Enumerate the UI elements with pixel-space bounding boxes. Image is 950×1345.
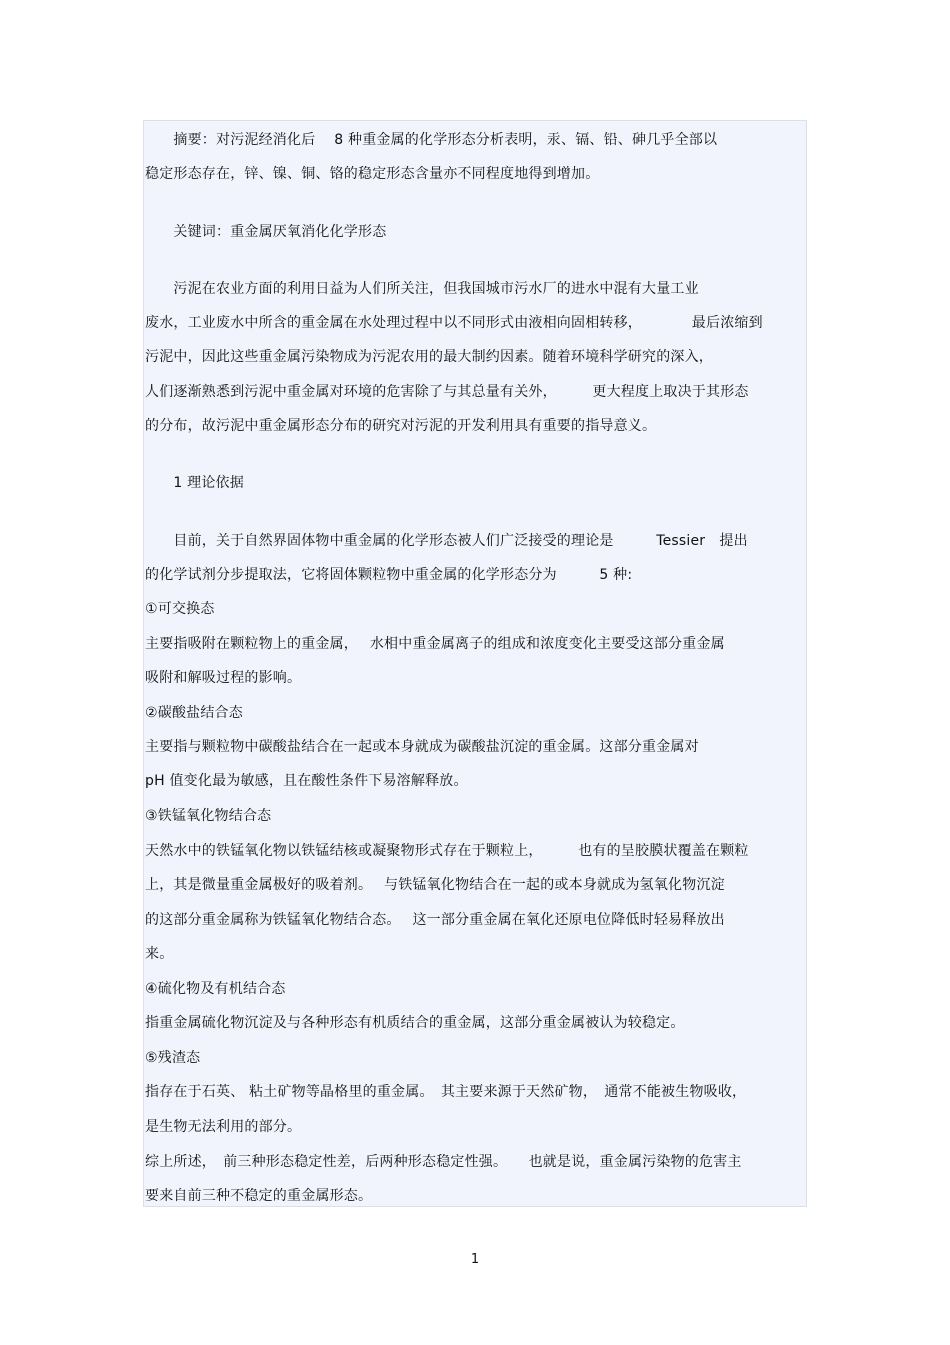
form-text-line: pH 值变化最为敏感，且在酸性条件下易溶解释放。 xyxy=(145,773,468,789)
intro-line-2: 废水，工业废水中所含的重金属在水处理过程中以不同形式由液相向固相转移， 最后浓缩到 xyxy=(145,315,763,331)
abstract-line-1: 摘要：对污泥经消化后 8 种重金属的化学形态分析表明，汞、镉、铅、砷几乎全部以 xyxy=(145,132,718,148)
page-number: 1 xyxy=(470,1252,480,1267)
form-text-line: 指存在于石英、 粘土矿物等晶格里的重金属。 其主要来源于天然矿物， 通常不能被生物吸收， xyxy=(145,1084,747,1100)
form-text-line: 指重金属硫化物沉淀及与各种形态有机质结合的重金属，这部分重金属被认为较稳定。 xyxy=(145,1015,685,1031)
form-text-line: 主要指与颗粒物中碳酸盐结合在一起或本身就成为碳酸盐沉淀的重金属。这部分重金属对 xyxy=(145,739,699,755)
theory-line-1: 目前，关于自然界固体物中重金属的化学形态被人们广泛接受的理论是 Tessier 提出 xyxy=(145,533,748,549)
summary-line-2: 要来自前三种不稳定的重金属形态。 xyxy=(145,1188,373,1204)
form-heading-3: ③铁锰氧化物结合态 xyxy=(145,808,272,824)
theory-line-2: 的化学试剂分步提取法，它将固体颗粒物中重金属的化学形态分为 5 种: xyxy=(145,567,633,583)
intro-line-3: 污泥中，因此这些重金属污染物成为污泥农用的最大制约因素。随着环境科学研究的深入， xyxy=(145,349,713,365)
section-heading: 1 理论依据 xyxy=(145,475,244,491)
form-heading-5: ⑤残渣态 xyxy=(145,1050,201,1066)
intro-line-1: 污泥在农业方面的利用日益为人们所关注，但我国城市污水厂的进水中混有大量工业 xyxy=(145,281,699,297)
intro-line-5: 的分布，故污泥中重金属形态分布的研究对污泥的开发利用具有重要的指导意义。 xyxy=(145,418,657,434)
form-heading-1: ①可交换态 xyxy=(145,601,215,617)
form-text-line: 的这部分重金属称为铁锰氧化物结合态。 这一部分重金属在氧化还原电位降低时轻易释放出 xyxy=(145,912,725,928)
form-heading-2: ②碳酸盐结合态 xyxy=(145,705,243,721)
form-heading-4: ④硫化物及有机结合态 xyxy=(145,981,286,997)
form-text-line: 天然水中的铁锰氧化物以铁锰结核或凝聚物形式存在于颗粒上， 也有的呈胶膜状覆盖在颗粒 xyxy=(145,843,749,859)
summary-line-1: 综上所述， 前三种形态稳定性差，后两种形态稳定性强。 也就是说，重金属污染物的危害主 xyxy=(145,1154,742,1170)
keywords-line: 关键词：重金属厌氧消化化学形态 xyxy=(145,224,387,240)
form-text-line: 吸附和解吸过程的影响。 xyxy=(145,670,302,686)
form-text-line: 上，其是微量重金属极好的吸着剂。 与铁锰氧化物结合在一起的或本身就成为氢氧化物沉淀 xyxy=(145,877,725,893)
form-text-line: 是生物无法利用的部分。 xyxy=(145,1119,302,1135)
intro-line-4: 人们逐渐熟悉到污泥中重金属对环境的危害除了与其总量有关外， 更大程度上取决于其形态 xyxy=(145,384,749,400)
form-text-line: 主要指吸附在颗粒物上的重金属， 水相中重金属离子的组成和浓度变化主要受这部分重金属 xyxy=(145,636,725,652)
abstract-line-2: 稳定形态存在，锌、镍、铜、铬的稳定形态含量亦不同程度地得到增加。 xyxy=(145,166,600,182)
form-text-line: 来。 xyxy=(145,946,174,962)
